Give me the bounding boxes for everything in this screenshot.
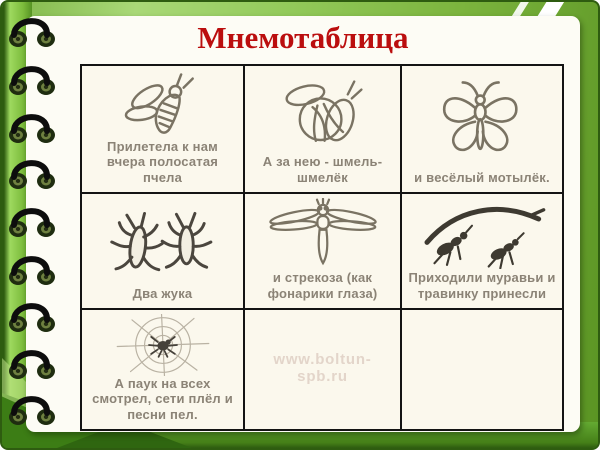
beetles-drawing — [100, 198, 226, 286]
cell-caption: А за нею - шмель-шмелёк — [262, 154, 383, 185]
mnemonic-table — [80, 64, 564, 431]
binder-ring-icon — [6, 346, 60, 382]
table-cell-watermark — [245, 310, 400, 429]
table-cell-butterfly — [402, 66, 562, 192]
spider-web-drawing — [111, 314, 215, 376]
binder-ring-icon — [6, 252, 60, 288]
table-cell-empty — [402, 310, 562, 429]
binder-ring-icon — [6, 62, 60, 98]
binder-ring-icon — [6, 110, 60, 146]
cell-caption: А паук на всех смотрел, сети плёл и песни пел. — [92, 376, 233, 422]
cell-caption: Приходили муравьи и травинку принесли — [408, 270, 556, 301]
cell-caption: Два жука — [132, 285, 193, 301]
page-title: Мнемотаблица — [197, 20, 409, 55]
table-cell-spider — [82, 310, 243, 429]
binder-ring-icon — [6, 204, 60, 240]
table-cell-ants — [402, 194, 562, 308]
butterfly-drawing — [434, 70, 530, 170]
table-cell-dragonfly — [245, 194, 400, 308]
table-cell-beetles — [82, 194, 243, 308]
watermark-text: www.boltun-spb.ru — [273, 351, 372, 385]
cell-caption: и весёлый мотылёк. — [414, 169, 550, 185]
cell-caption: и стрекоза (как фонарики глаза) — [267, 270, 378, 301]
binder-ring-icon — [6, 299, 60, 335]
ants-drawing — [415, 198, 549, 270]
dragonfly-drawing — [262, 198, 384, 270]
table-cell-bee — [82, 66, 243, 192]
binder-ring-icon — [6, 392, 60, 428]
table-cell-bumblebee — [245, 66, 400, 192]
binder-ring-icon — [6, 156, 60, 192]
bee-drawing — [117, 70, 209, 139]
bumblebee-drawing — [279, 70, 367, 154]
cell-caption: Прилетела к нам вчера полосатая пчела — [106, 139, 219, 185]
